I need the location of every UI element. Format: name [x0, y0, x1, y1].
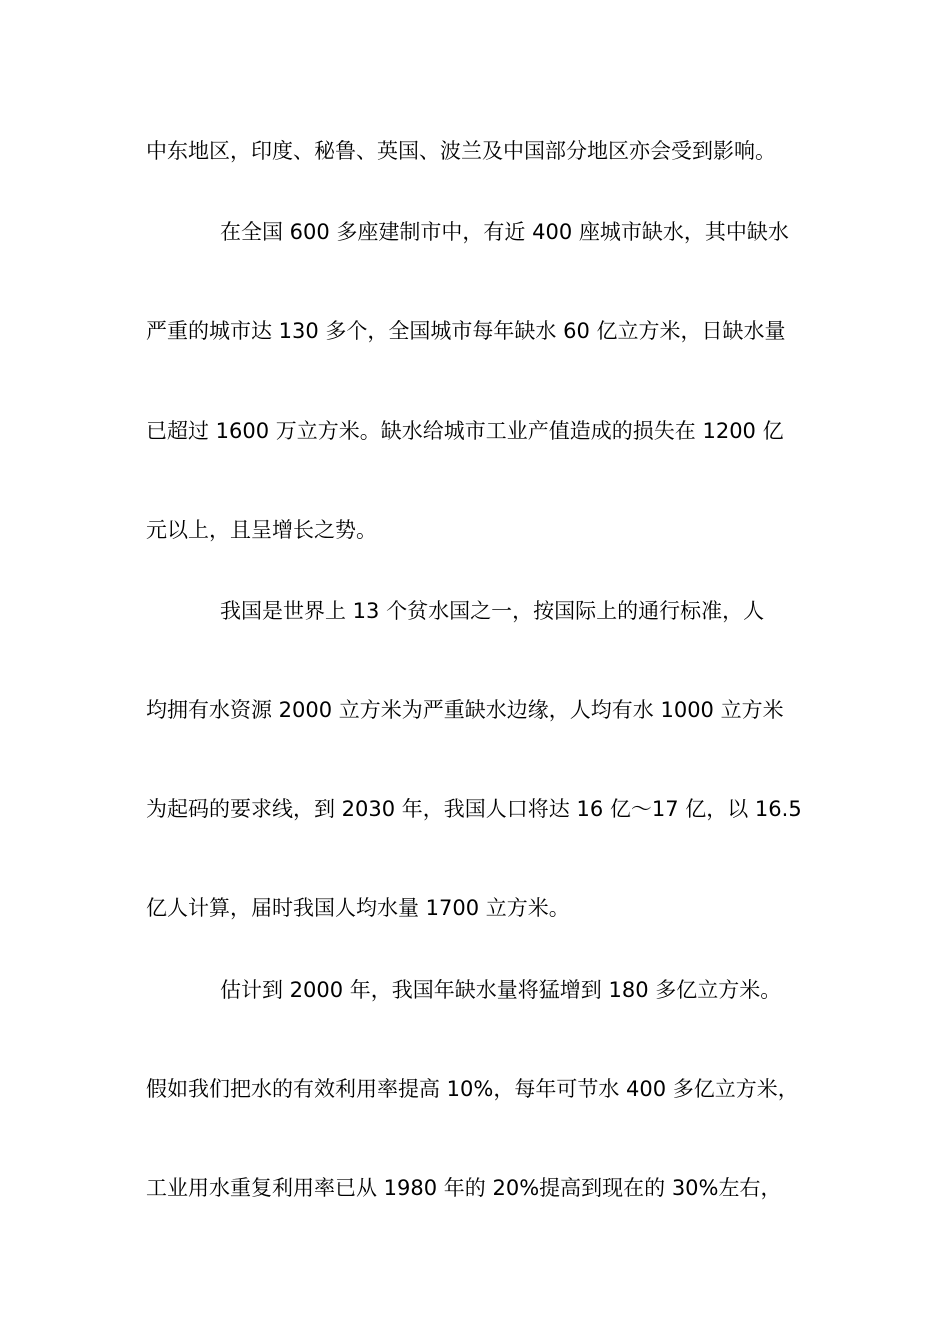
text-line: 假如我们把水的有效利用率提高 10%，每年可节水 400 多亿立方米， — [146, 1077, 799, 1101]
paragraph-first-line: 估计到 2000 年，我国年缺水量将猛增到 180 多亿立方米。 — [220, 978, 782, 1002]
text-line: 元以上，且呈增长之势。 — [146, 518, 377, 542]
text-line: 严重的城市达 130 多个，全国城市每年缺水 60 亿立方米，日缺水量 — [146, 319, 786, 343]
text-line: 为起码的要求线，到 2030 年，我国人口将达 16 亿～17 亿，以 16.5 — [146, 797, 802, 821]
paragraph-first-line: 在全国 600 多座建制市中，有近 400 座城市缺水，其中缺水 — [220, 220, 789, 244]
text-line: 亿人计算，届时我国人均水量 1700 立方米。 — [146, 896, 570, 920]
text-line: 均拥有水资源 2000 立方米为严重缺水边缘，人均有水 1000 立方米 — [146, 698, 784, 722]
paragraph-first-line: 我国是世界上 13 个贫水国之一，按国际上的通行标准，人 — [220, 599, 765, 623]
text-line: 工业用水重复利用率已从 1980 年的 20%提高到现在的 30%左右， — [146, 1176, 782, 1200]
text-line: 中东地区，印度、秘鲁、英国、波兰及中国部分地区亦会受到影响。 — [146, 139, 776, 163]
text-line: 已超过 1600 万立方米。缺水给城市工业产值造成的损失在 1200 亿 — [146, 419, 784, 443]
